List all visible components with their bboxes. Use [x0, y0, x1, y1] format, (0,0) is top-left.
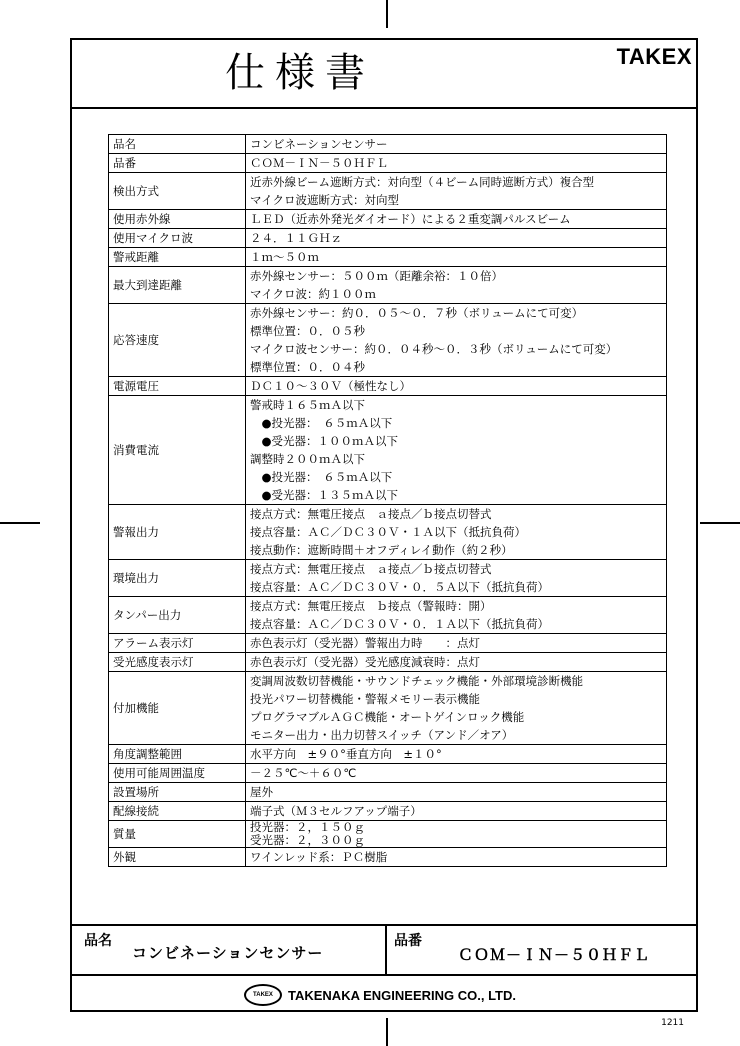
spec-value-line: 屋外 [250, 785, 273, 799]
company-logo: TAKEX [244, 984, 282, 1006]
spec-value [246, 377, 667, 396]
spec-label: 最大到達距離 [109, 267, 246, 304]
spec-row [109, 173, 667, 210]
spec-value-line: １ｍ～５０ｍ [250, 250, 319, 264]
spec-value-line: 調整時２００ｍＡ以下 [250, 452, 365, 466]
spec-label: 使用マイクロ波 [109, 229, 246, 248]
spec-value [246, 248, 667, 267]
spec-row [109, 248, 667, 267]
company-name: TAKENAKA ENGINEERING CO., LTD. [288, 987, 516, 1003]
spec-value-line: マイクロ波センサー：約０．０４秒～０．３秒（ボリュームにて可変） [250, 342, 618, 356]
spec-value-line: コンビネーションセンサー [250, 137, 388, 151]
spec-row [109, 764, 667, 783]
spec-value-line: ●投光器： ６５ｍＡ以下 [250, 416, 393, 430]
footer-name-value: コンビネーションセンサー [132, 944, 324, 962]
spec-value-line: 投光パワー切替機能・警報メモリー表示機能 [250, 692, 480, 706]
spec-row [109, 154, 667, 173]
spec-value [246, 173, 667, 210]
footer-number-value: ＣＯＭ－ＩＮ－５０ＨＦＬ [458, 946, 651, 964]
spec-value-line: ●受光器：１００ｍＡ以下 [250, 434, 399, 448]
spec-row [109, 560, 667, 597]
spec-value-line: 接点方式：無電圧接点 ａ接点／ｂ接点切替式 [250, 562, 492, 576]
spec-label: 品番 [109, 154, 246, 173]
spec-value [246, 396, 667, 505]
spec-label: 受光感度表示灯 [109, 653, 246, 672]
registration-mark-bottom [386, 1018, 388, 1046]
spec-value [246, 802, 667, 821]
spec-value [246, 672, 667, 745]
spec-value-line: 赤外線センサー：約０．０５～０．７秒（ボリュームにて可変） [250, 306, 584, 320]
spec-label: 電源電圧 [109, 377, 246, 396]
spec-value-line: ２４．１１ＧＨｚ [250, 231, 342, 245]
spec-label: アラーム表示灯 [109, 634, 246, 653]
spec-value [246, 210, 667, 229]
spec-label: 配線接続 [109, 802, 246, 821]
document-code: 1211 [661, 1018, 684, 1028]
spec-value-line: 受光器：２，３００ｇ [250, 833, 365, 847]
spec-value-line: ＬＥＤ（近赤外発光ダイオード）による２重変調パルスビーム [250, 212, 571, 226]
spec-row [109, 135, 667, 154]
spec-row [109, 210, 667, 229]
spec-value-line: 水平方向 ±９０°垂直方向 ±１０° [250, 747, 442, 761]
spec-value-line: ●受光器：１３５ｍＡ以下 [250, 488, 399, 502]
spec-value-line: プログラマブルＡＧＣ機能・オートゲインロック機能 [250, 710, 525, 724]
spec-value-line: マイクロ波：約１００ｍ [250, 287, 377, 301]
spec-row [109, 505, 667, 560]
spec-value [246, 560, 667, 597]
spec-row [109, 672, 667, 745]
spec-label: 使用可能周囲温度 [109, 764, 246, 783]
spec-label: 応答速度 [109, 304, 246, 377]
spec-row [109, 229, 667, 248]
brand-logo: TAKEX [616, 44, 692, 69]
spec-value [246, 135, 667, 154]
registration-mark-right [700, 522, 740, 524]
spec-value-line: ワインレッド系：ＰＣ樹脂 [250, 850, 388, 864]
spec-value-line: 投光器：２，１５０ｇ [250, 820, 365, 834]
spec-label: 消費電流 [109, 396, 246, 505]
spec-row [109, 304, 667, 377]
footer-name-label: 品名 [84, 933, 112, 949]
spec-value [246, 764, 667, 783]
spec-value-line: ●投光器： ６５ｍＡ以下 [250, 470, 393, 484]
spec-table [108, 134, 667, 867]
registration-mark-top [386, 0, 388, 28]
spec-value-line: －２５℃～＋６０℃ [250, 766, 357, 780]
company-block [244, 984, 516, 1006]
spec-value [246, 267, 667, 304]
spec-label: 警報出力 [109, 505, 246, 560]
spec-label: 環境出力 [109, 560, 246, 597]
spec-label: 警戒距離 [109, 248, 246, 267]
spec-row [109, 745, 667, 764]
spec-value [246, 505, 667, 560]
spec-value [246, 229, 667, 248]
spec-value [246, 783, 667, 802]
spec-row [109, 597, 667, 634]
spec-label: 付加機能 [109, 672, 246, 745]
spec-value [246, 653, 667, 672]
spec-label: 検出方式 [109, 173, 246, 210]
spec-row [109, 396, 667, 505]
spec-value-line: ＤＣ１０～３０Ｖ（極性なし） [250, 379, 411, 393]
spec-row [109, 377, 667, 396]
spec-value-line: 標準位置：０．０５秒 [250, 324, 365, 338]
spec-value-line: モニター出力・出力切替スイッチ（アンド／オア） [250, 728, 514, 742]
spec-value-line: 接点方式：無電圧接点 ａ接点／ｂ接点切替式 [250, 507, 492, 521]
spec-row [109, 634, 667, 653]
spec-value [246, 154, 667, 173]
spec-value-line: 赤色表示灯（受光器）警報出力時 ：点灯 [250, 636, 480, 650]
spec-row [109, 267, 667, 304]
spec-label: 外観 [109, 848, 246, 867]
spec-row [109, 821, 667, 848]
spec-value-line: 接点方式：無電圧接点 ｂ接点（警報時：開） [250, 599, 492, 613]
spec-value [246, 745, 667, 764]
registration-mark-left [0, 522, 40, 524]
spec-value-line: 接点動作：遮断時間＋オフディレイ動作（約２秒） [250, 543, 513, 557]
spec-value-line: 変調周波数切替機能・サウンドチェック機能・外部環境診断機能 [250, 674, 584, 688]
title-divider [70, 107, 698, 109]
spec-value-line: 接点容量：ＡＣ／ＤＣ３０Ｖ・０．５Ａ以下（抵抗負荷） [250, 580, 549, 594]
spec-row [109, 802, 667, 821]
spec-value-line: 接点容量：ＡＣ／ＤＣ３０Ｖ・１Ａ以下（抵抗負荷） [250, 525, 526, 539]
spec-value-line: 赤色表示灯（受光器）受光感度減衰時：点灯 [250, 655, 480, 669]
spec-value [246, 304, 667, 377]
spec-label: 設置場所 [109, 783, 246, 802]
spec-label: 質量 [109, 821, 246, 848]
spec-value-line: 標準位置：０．０４秒 [250, 360, 365, 374]
spec-value [246, 821, 667, 848]
spec-label: 品名 [109, 135, 246, 154]
spec-label: 角度調整範囲 [109, 745, 246, 764]
spec-label: タンパー出力 [109, 597, 246, 634]
spec-row [109, 653, 667, 672]
spec-value-line: マイクロ波遮断方式：対向型 [250, 193, 400, 207]
page-title: 仕様書 [225, 50, 375, 96]
spec-label: 使用赤外線 [109, 210, 246, 229]
spec-value-line: 端子式（Ｍ３セルフアップ端子） [250, 804, 422, 818]
spec-value-line: 近赤外線ビーム遮断方式：対向型（４ビーム同時遮断方式）複合型 [250, 175, 595, 189]
spec-row [109, 848, 667, 867]
spec-value [246, 634, 667, 653]
spec-value-line: 赤外線センサー：５００ｍ（距離余裕：１０倍） [250, 269, 503, 283]
spec-value-line: ＣＯＭ－ＩＮ－５０ＨＦＬ [250, 156, 388, 170]
spec-value [246, 848, 667, 867]
spec-value-line: 接点容量：ＡＣ／ＤＣ３０Ｖ・０．１Ａ以下（抵抗負荷） [250, 617, 549, 631]
footer-number-label: 品番 [394, 933, 422, 949]
spec-row [109, 783, 667, 802]
spec-value [246, 597, 667, 634]
footer-divider [385, 924, 387, 976]
spec-value-line: 警戒時１６５ｍＡ以下 [250, 398, 365, 412]
